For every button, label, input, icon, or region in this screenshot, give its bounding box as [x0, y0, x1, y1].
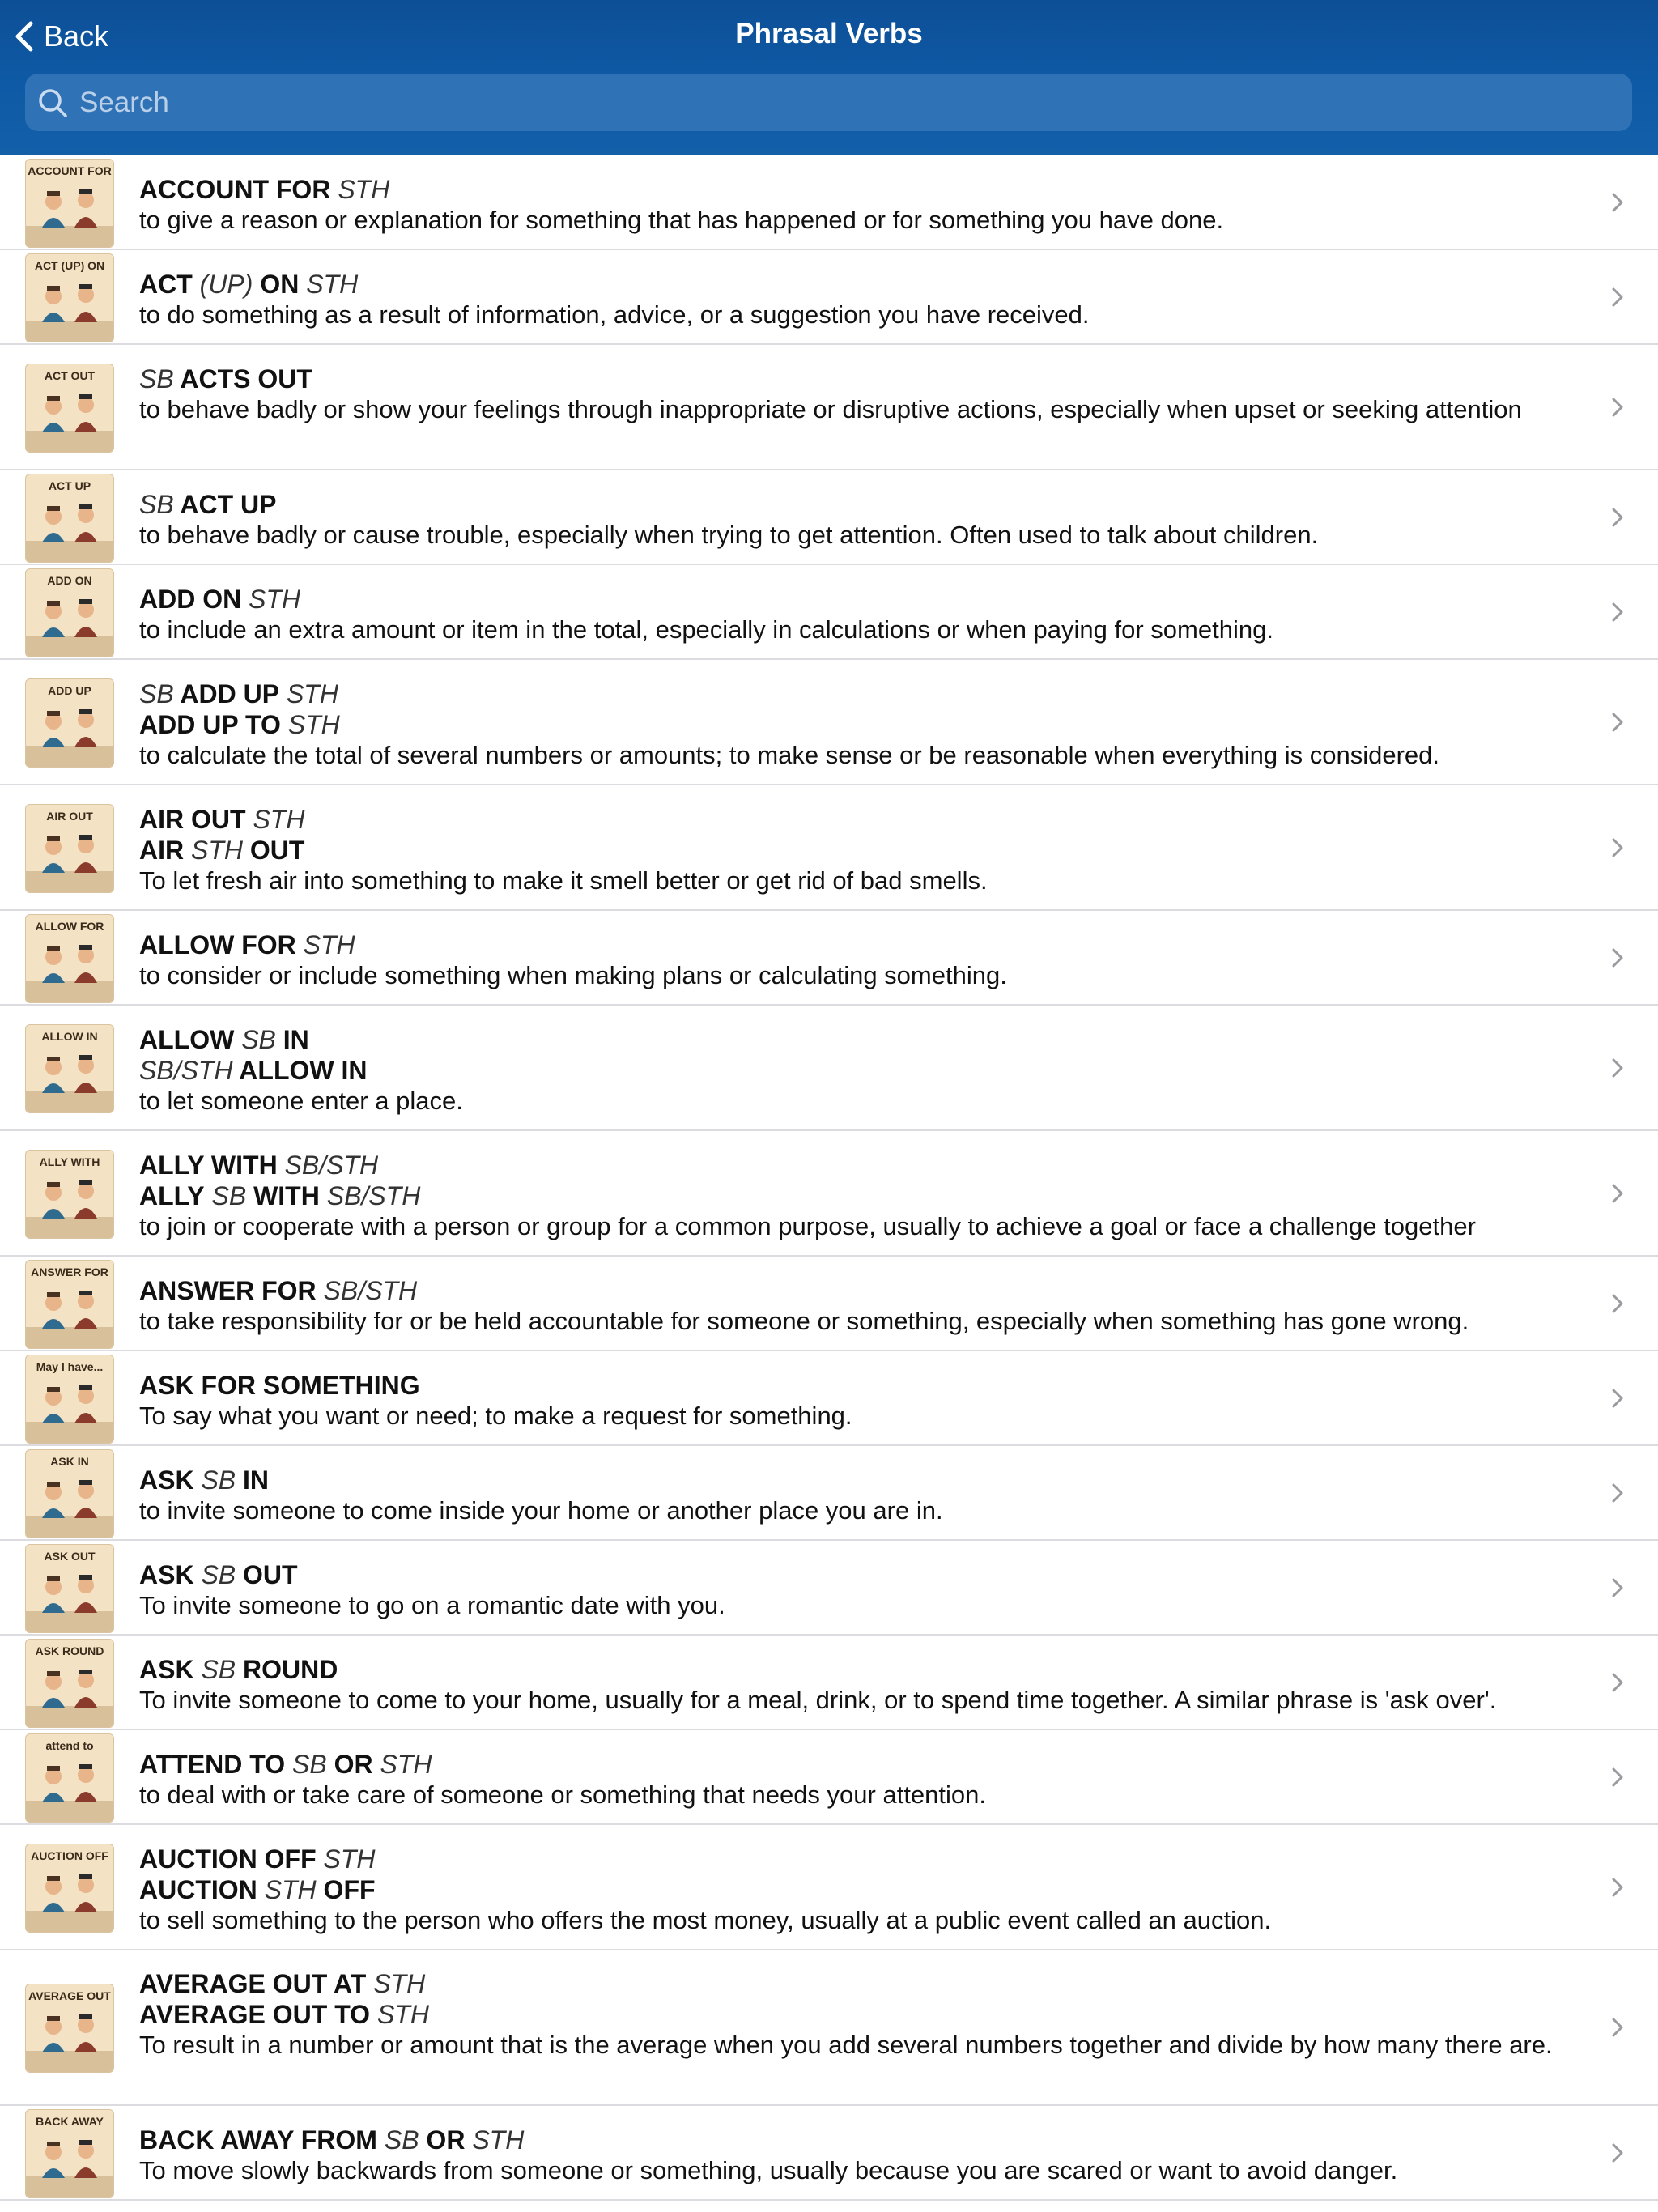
illustration-icon	[26, 2002, 113, 2072]
verb-keyword: ALLY WITH	[139, 1151, 278, 1180]
illustration-icon	[26, 933, 113, 1002]
list-item[interactable]	[0, 1636, 1658, 1730]
entry-heading	[139, 1999, 429, 2030]
illustration-icon	[26, 823, 113, 892]
entry-heading	[139, 1559, 298, 1590]
search-icon	[37, 87, 68, 118]
entry-thumbnail	[25, 1639, 114, 1728]
list-item[interactable]	[0, 1950, 1658, 2106]
list-item[interactable]	[0, 155, 1658, 250]
list-item[interactable]	[0, 660, 1658, 785]
verb-keyword: OFF	[316, 1875, 376, 1904]
entry-definition: to sell something to the person who offers the most money, usually at a public event called an auction.	[139, 1906, 1272, 1934]
verb-keyword: ALLOW IN	[232, 1056, 368, 1085]
verb-keyword: IN	[275, 1025, 309, 1054]
entry-heading	[139, 1968, 425, 1999]
list-item[interactable]	[0, 250, 1658, 345]
entry-definition: to include an extra amount or item in the total, especially in calculations or when paying for something.	[139, 615, 1273, 644]
entry-heading	[139, 584, 300, 615]
entry-definition: to consider or include something when making plans or calculating something.	[139, 961, 1007, 989]
entry-thumbnail	[25, 1733, 114, 1823]
list-item[interactable]	[0, 1730, 1658, 1825]
entry-heading	[139, 1024, 309, 1055]
verb-placeholder: SB/STH	[277, 1151, 379, 1180]
verb-keyword: ASK	[139, 1560, 194, 1589]
verb-keyword: ADD ON	[139, 585, 242, 614]
entry-definition: To invite someone to go on a romantic date with you.	[139, 1591, 725, 1619]
verb-placeholder: SB	[139, 679, 174, 708]
thumbnail-caption: AIR OUT	[46, 810, 93, 823]
verb-placeholder: SB/STH	[316, 1276, 418, 1305]
entry-heading	[139, 1055, 367, 1086]
thumbnail-caption: ACT (UP) ON	[34, 259, 105, 272]
chevron-right-icon	[1609, 1576, 1626, 1600]
list-item[interactable]	[0, 565, 1658, 660]
verb-placeholder: STH	[299, 270, 359, 299]
verb-placeholder: STH	[280, 710, 340, 739]
verb-placeholder: STH	[372, 1750, 432, 1779]
entry-definition: To let fresh air into something to make it smell better or get rid of bad smells.	[139, 866, 988, 895]
verb-placeholder: SB	[139, 364, 174, 393]
entry-definition: to give a reason or explanation for something that has happened or for something you have done.	[139, 206, 1224, 234]
verb-keyword: OUT	[236, 1560, 298, 1589]
illustration-icon	[26, 272, 113, 342]
entry-definition: to behave badly or show your feelings through inappropriate or disruptive actions, especially when upset or seeking attention	[139, 395, 1522, 423]
verb-keyword: OR	[419, 2125, 466, 2155]
verb-placeholder: SB	[285, 1750, 327, 1779]
list-item[interactable]	[0, 1006, 1658, 1131]
entry-thumbnail	[25, 1844, 114, 1933]
entry-definition: to join or cooperate with a person or group for a common purpose, usually to achieve a goal or face a challenge together	[139, 1212, 1476, 1240]
verb-keyword: IN	[236, 1465, 270, 1495]
chevron-right-icon	[1609, 1056, 1626, 1080]
chevron-right-icon	[1609, 1875, 1626, 1899]
illustration-icon	[26, 1862, 113, 1932]
thumbnail-caption: ANSWER FOR	[31, 1266, 108, 1278]
thumbnail-caption: ADD UP	[48, 684, 91, 697]
entry-definition: To say what you want or need; to make a request for something.	[139, 1402, 852, 1430]
verb-keyword: ADD UP TO	[139, 710, 281, 739]
thumbnail-caption: ALLOW IN	[41, 1030, 98, 1043]
entry-heading	[139, 1370, 420, 1401]
verb-keyword: AIR	[139, 836, 185, 865]
chevron-right-icon	[1609, 505, 1626, 530]
chevron-right-icon	[1609, 1386, 1626, 1410]
verb-placeholder: STH	[184, 836, 243, 865]
chevron-right-icon	[1609, 710, 1626, 734]
thumbnail-caption: AVERAGE OUT	[28, 1989, 111, 2002]
back-label: Back	[44, 19, 109, 53]
entry-heading	[139, 1465, 269, 1495]
verb-placeholder: STH	[241, 585, 301, 614]
entry-thumbnail	[25, 1024, 114, 1113]
thumbnail-caption: ACCOUNT FOR	[28, 164, 112, 177]
illustration-icon	[26, 382, 113, 452]
illustration-icon	[26, 587, 113, 657]
verb-keyword: AVERAGE OUT AT	[139, 1969, 367, 1998]
entry-heading	[139, 1874, 376, 1905]
chevron-right-icon	[1609, 946, 1626, 970]
list-item[interactable]	[0, 1825, 1658, 1950]
entry-definition: To invite someone to come to your home, usually for a meal, drink, or to spend time together. A similar phrase is 'ask over'.	[139, 1686, 1497, 1714]
chevron-right-icon	[1609, 1291, 1626, 1316]
entry-definition: to deal with or take care of someone or something that needs your attention.	[139, 1780, 987, 1809]
illustration-icon	[26, 1373, 113, 1443]
chevron-right-icon	[1609, 1181, 1626, 1206]
illustration-icon	[26, 1168, 113, 1238]
verb-placeholder: SB	[234, 1025, 276, 1054]
illustration-icon	[26, 697, 113, 767]
phrasal-verb-list	[0, 155, 1658, 2201]
verb-keyword: ACCOUNT FOR	[139, 175, 331, 204]
entry-heading	[139, 1150, 378, 1180]
entry-heading	[139, 709, 340, 740]
entry-heading	[139, 2125, 524, 2155]
entry-heading	[139, 1275, 417, 1306]
list-item[interactable]	[0, 2106, 1658, 2201]
entry-definition: To move slowly backwards from someone or something, usually because you are scared or want to avoid danger.	[139, 2156, 1398, 2184]
entry-heading	[139, 269, 358, 300]
verb-keyword: ASK	[139, 1655, 194, 1684]
entry-heading	[139, 804, 304, 835]
verb-placeholder: SB	[193, 1560, 236, 1589]
verb-placeholder: SB	[193, 1465, 236, 1495]
illustration-icon	[26, 2128, 113, 2197]
entry-heading	[139, 1844, 376, 1874]
entry-thumbnail	[25, 678, 114, 768]
entry-thumbnail	[25, 2109, 114, 2198]
entry-heading	[139, 174, 389, 205]
thumbnail-caption: attend to	[45, 1739, 94, 1752]
thumbnail-caption: ALLOW FOR	[35, 920, 104, 933]
chevron-right-icon	[1609, 1481, 1626, 1505]
verb-keyword: AUCTION OFF	[139, 1844, 317, 1874]
thumbnail-caption: BACK AWAY	[36, 2115, 104, 2128]
illustration-icon	[26, 492, 113, 562]
illustration-icon	[26, 1752, 113, 1822]
entry-thumbnail	[25, 474, 114, 563]
thumbnail-caption: ALLY WITH	[39, 1155, 100, 1168]
verb-keyword: AVERAGE OUT TO	[139, 2000, 371, 2029]
illustration-icon	[26, 177, 113, 247]
thumbnail-caption: May I have...	[36, 1360, 104, 1373]
entry-heading	[139, 1654, 338, 1685]
verb-keyword: ASK	[139, 1465, 194, 1495]
verb-placeholder: (UP)	[192, 270, 253, 299]
verb-placeholder: SB	[193, 1655, 236, 1684]
entry-thumbnail	[25, 253, 114, 342]
verb-placeholder: STH	[279, 679, 338, 708]
chevron-right-icon	[1609, 1670, 1626, 1695]
entry-heading	[139, 929, 355, 960]
entry-heading	[139, 678, 338, 709]
thumbnail-caption: ASK OUT	[44, 1550, 96, 1563]
verb-keyword: AIR OUT	[139, 805, 246, 834]
list-item[interactable]	[0, 1541, 1658, 1636]
verb-placeholder: STH	[330, 175, 390, 204]
chevron-right-icon	[1609, 836, 1626, 860]
list-item[interactable]	[0, 1257, 1658, 1351]
chevron-right-icon	[1609, 395, 1626, 419]
nav-header	[0, 0, 1658, 155]
entry-thumbnail	[25, 914, 114, 1003]
entry-thumbnail	[25, 1449, 114, 1538]
verb-keyword: OUT	[243, 836, 305, 865]
search-bar[interactable]	[25, 74, 1632, 131]
verb-keyword: ROUND	[236, 1655, 338, 1684]
entry-thumbnail	[25, 568, 114, 657]
verb-placeholder: STH	[316, 1844, 376, 1874]
entry-thumbnail	[25, 1355, 114, 1444]
verb-placeholder: STH	[366, 1969, 426, 1998]
verb-placeholder: STH	[370, 2000, 429, 2029]
verb-keyword: ACT UP	[173, 490, 277, 519]
verb-keyword: ANSWER FOR	[139, 1276, 317, 1305]
thumbnail-caption: ASK ROUND	[35, 1644, 104, 1657]
verb-placeholder: SB	[139, 490, 174, 519]
page-title: Phrasal Verbs	[735, 18, 923, 49]
verb-keyword: ACT	[139, 270, 193, 299]
entry-definition: To result in a number or amount that is the average when you add several numbers together and divide by how many there are.	[139, 2031, 1553, 2059]
entry-thumbnail	[25, 159, 114, 248]
illustration-icon	[26, 1043, 113, 1112]
entry-thumbnail	[25, 1984, 114, 2073]
list-item[interactable]	[0, 470, 1658, 565]
verb-placeholder: SB	[204, 1181, 247, 1210]
list-item[interactable]	[0, 1131, 1658, 1257]
verb-keyword: ON	[253, 270, 300, 299]
search-input[interactable]	[78, 78, 1632, 128]
list-item[interactable]	[0, 785, 1658, 911]
verb-keyword: BACK AWAY FROM	[139, 2125, 377, 2155]
chevron-right-icon	[1609, 285, 1626, 309]
list-item[interactable]	[0, 1351, 1658, 1446]
illustration-icon	[26, 1563, 113, 1632]
verb-placeholder: STH	[245, 805, 305, 834]
thumbnail-caption: ADD ON	[47, 574, 92, 587]
entry-definition: to invite someone to come inside your home or another place you are in.	[139, 1496, 943, 1525]
entry-thumbnail	[25, 1544, 114, 1633]
entry-heading	[139, 1749, 432, 1780]
entry-definition: to take responsibility for or be held accountable for someone or something, especially when something has gone wrong.	[139, 1307, 1469, 1335]
thumbnail-caption: ASK IN	[50, 1455, 89, 1468]
illustration-icon	[26, 1278, 113, 1348]
list-item[interactable]	[0, 911, 1658, 1006]
list-item[interactable]	[0, 345, 1658, 470]
entry-heading	[139, 489, 277, 520]
entry-definition: to let someone enter a place.	[139, 1087, 463, 1115]
entry-heading	[139, 1180, 420, 1211]
verb-keyword: ALLY	[139, 1181, 205, 1210]
verb-placeholder: SB	[376, 2125, 419, 2155]
chevron-right-icon	[1609, 600, 1626, 624]
verb-placeholder: SB/STH	[139, 1056, 233, 1085]
chevron-right-icon	[1609, 1765, 1626, 1789]
illustration-icon	[26, 1657, 113, 1727]
verb-keyword: ATTEND TO	[139, 1750, 286, 1779]
verb-keyword: WITH	[246, 1181, 320, 1210]
verb-placeholder: STH	[257, 1875, 317, 1904]
entry-heading	[139, 364, 312, 394]
entry-thumbnail	[25, 804, 114, 893]
chevron-right-icon	[1609, 2141, 1626, 2165]
entry-definition: to do something as a result of information, advice, or a suggestion you have received.	[139, 300, 1090, 329]
thumbnail-caption: AUCTION OFF	[31, 1849, 108, 1862]
entry-thumbnail	[25, 364, 114, 453]
verb-placeholder: STH	[295, 930, 355, 959]
entry-definition: to calculate the total of several numbers or amounts; to make sense or be reasonable when everything is considered.	[139, 741, 1440, 769]
verb-keyword: ALLOW	[139, 1025, 235, 1054]
list-item[interactable]	[0, 1446, 1658, 1541]
entry-thumbnail	[25, 1150, 114, 1239]
verb-keyword: ALLOW FOR	[139, 930, 296, 959]
thumbnail-caption: ACT OUT	[44, 369, 96, 382]
verb-placeholder: SB/STH	[319, 1181, 421, 1210]
entry-thumbnail	[25, 1260, 114, 1349]
thumbnail-caption: ACT UP	[48, 479, 91, 492]
entry-definition: to behave badly or cause trouble, especially when trying to get attention. Often used to talk about children.	[139, 521, 1319, 549]
verb-keyword: ASK FOR SOMETHING	[139, 1371, 420, 1400]
verb-keyword: ACTS OUT	[173, 364, 312, 393]
entry-heading	[139, 835, 304, 866]
chevron-right-icon	[1609, 2015, 1626, 2040]
verb-keyword: OR	[326, 1750, 373, 1779]
verb-keyword: AUCTION	[139, 1875, 257, 1904]
illustration-icon	[26, 1468, 113, 1538]
verb-placeholder: STH	[465, 2125, 525, 2155]
verb-keyword: ADD UP	[173, 679, 280, 708]
chevron-right-icon	[1609, 190, 1626, 215]
